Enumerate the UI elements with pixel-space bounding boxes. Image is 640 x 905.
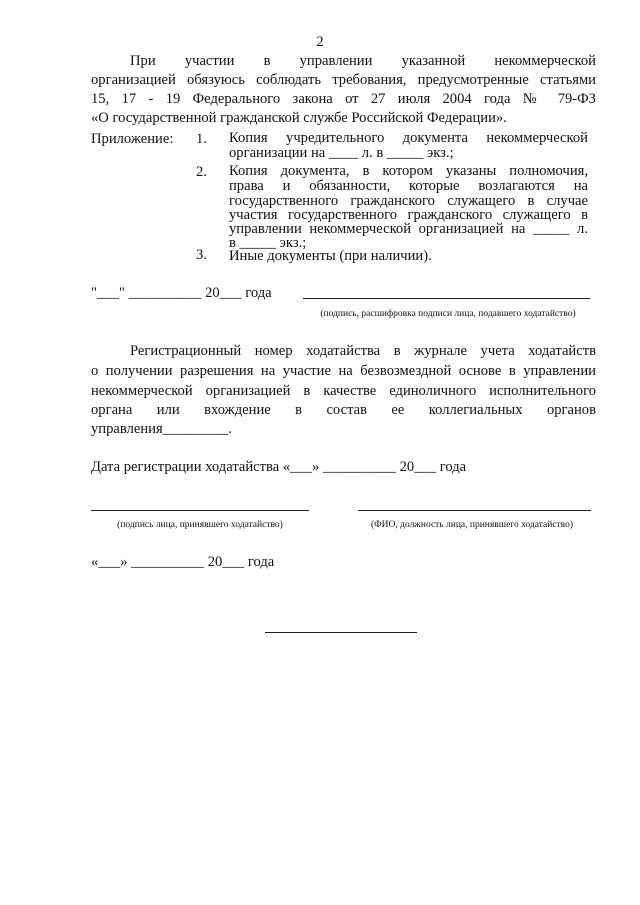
attachments-label: Приложение: [91,131,174,147]
attachment-number-3: 3. [196,247,207,263]
signature-line-2 [91,510,309,511]
registration-line-1: Регистрационный номер ходатайства в журнале учета ходатайств [130,343,596,359]
end-separator-line [265,632,417,633]
attachment-3-line-1: Иные документы (при наличии). [229,248,432,264]
attachment-2-line-5: управлении некоммерческой организацией на _____ л. [229,221,588,237]
attachment-2-line-2: права и обязанности, которые возлагаются на [229,178,588,194]
registration-date: Дата регистрации ходатайства «___» __________ 20___ года [91,459,467,475]
registration-line-4: органа или вхождение в состав ее коллегиальных органов [91,402,596,418]
attachment-1-line-2: организации на ____ л. в _____ экз.; [229,145,454,161]
registration-line-5: управления_________. [91,421,232,437]
signature-caption-1: (подпись, расшифровка подписи лица, подавшего ходатайство) [320,309,576,319]
attachment-1-line-1: Копия учредительного документа некоммерческой [229,130,588,146]
intro-line-3: 15, 17 - 19 Федерального закона от 27 июля 2004 года № 79-ФЗ [91,91,596,107]
attachment-2-line-3: государственного гражданского служащего в случае [229,193,588,209]
intro-line-2: организацией обязуюсь соблюдать требования, предусмотренные статьями [91,72,596,88]
registration-line-3: некоммерческой организацией в качестве единоличного исполнительного [91,383,596,399]
signature-line-1 [303,298,590,299]
registration-line-2: о получении разрешения на участие на безвозмездной основе в управлении [91,363,596,379]
attachment-number-1: 1. [196,131,207,147]
attachment-2-line-4: участия государственного гражданского служащего в [229,207,588,223]
page-number: 2 [316,34,324,50]
attachment-2-line-6: в _____ экз.; [229,235,307,251]
date-line-1: "___" __________ 20___ года [91,285,272,301]
attachment-number-2: 2. [196,164,207,180]
intro-line-4: «О государственной гражданской службе Российской Федерации». [91,110,507,126]
attachment-2-line-1: Копия документа, в котором указаны полномочия, [229,163,588,179]
signature-line-3 [358,510,591,511]
intro-line-1: При участии в управлении указанной некоммерческой [130,53,596,69]
date-line-2: «___» __________ 20___ года [91,554,275,570]
signature-caption-3: (ФИО, должность лица, принявшего ходатайство) [370,520,574,530]
signature-caption-2: (подпись лица, принявшего ходатайство) [117,520,283,530]
